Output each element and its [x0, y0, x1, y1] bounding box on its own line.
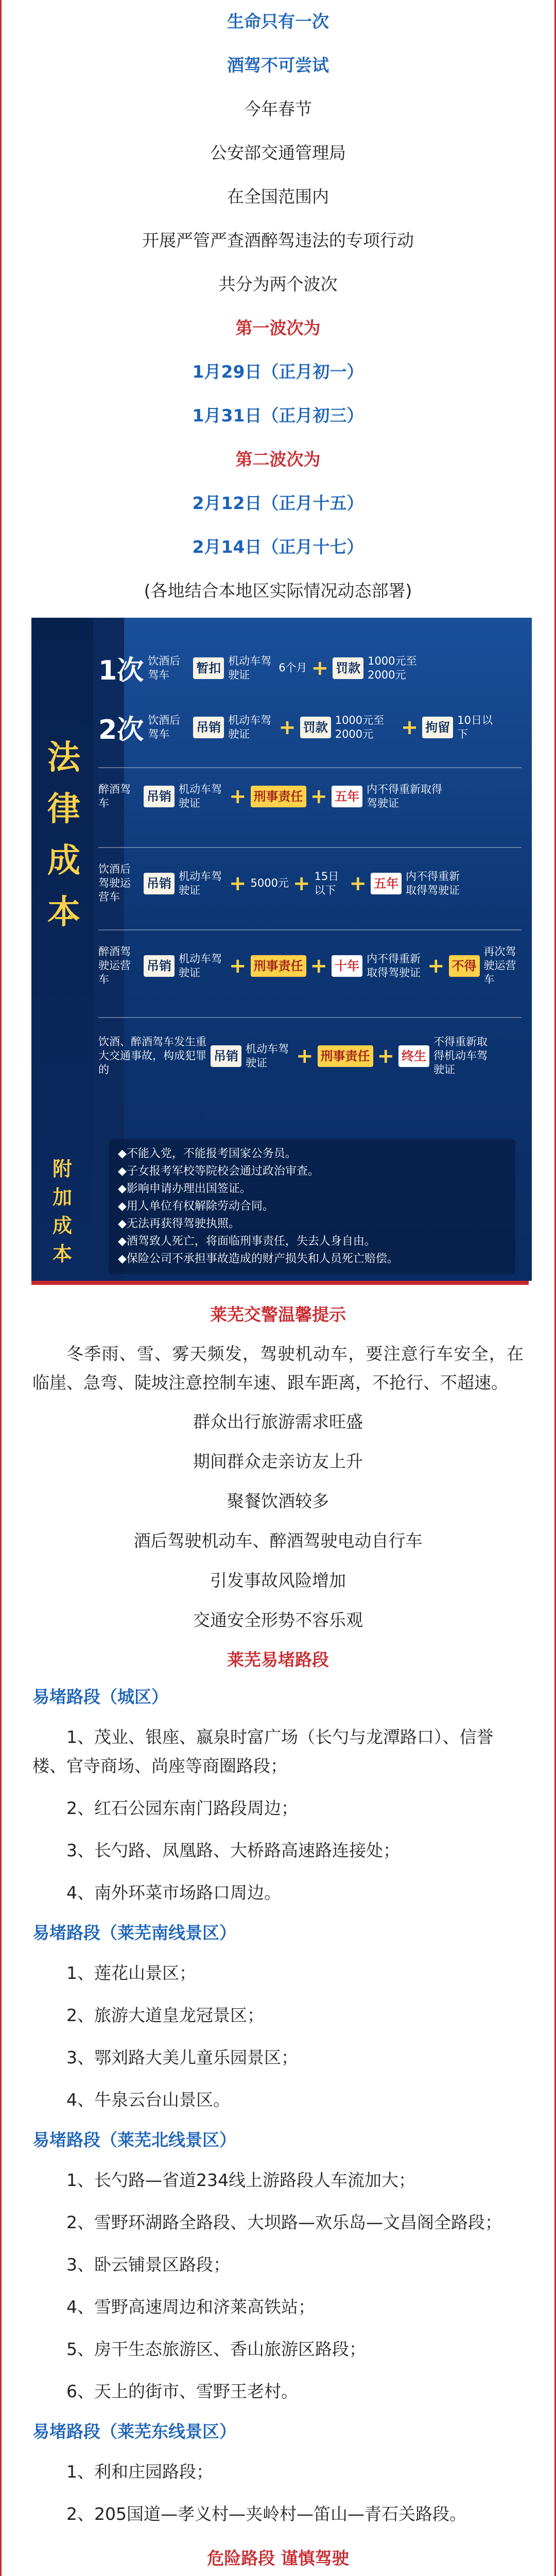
- tips-line: 交通安全形势不容乐观: [193, 1610, 363, 1630]
- additional-cost-item: ◆不能入党，不能报考国家公务员。: [118, 1147, 297, 1160]
- penalty-box: 吊销: [144, 873, 175, 894]
- side-char: 本: [47, 893, 80, 931]
- additional-cost-item: ◆用人单位有权解除劳动合同。: [118, 1200, 274, 1213]
- row-condition: 醉酒驾驶运营车: [98, 945, 131, 986]
- jam-item: 3、卧云铺景区路段；: [66, 2255, 230, 2275]
- jam-item: 2、旅游大道皇龙冠景区；: [66, 2005, 264, 2025]
- intro-line: 生命只有一次: [227, 11, 329, 31]
- penalty-row-4: 饮酒后驾驶运营车 吊销 机动车驾驶证 + 5000元 + 15日以下 + 五年 内不得重新取得驾驶证: [98, 862, 527, 904]
- intro-line: 共分为两个波次: [218, 274, 338, 294]
- penalty-box: 刑事责任: [318, 1045, 373, 1067]
- row-condition: 饮酒后驾车: [148, 714, 181, 740]
- penalty-box: 十年: [332, 955, 362, 977]
- penalty-text: 机动车驾驶证: [179, 783, 222, 809]
- tips-line: 酒后驾驶机动车、醉酒驾驶电动自行车: [133, 1531, 423, 1551]
- side-small-char: 加: [52, 1185, 72, 1209]
- jam-item: 3、鄂刘路大美儿童乐园景区；: [66, 2047, 298, 2067]
- side-small-char: 附: [52, 1157, 72, 1180]
- penalty-box: 吊销: [193, 717, 224, 738]
- row-condition: 醉酒驾车: [98, 783, 131, 809]
- penalty-row-1: 1次 饮酒后驾车 暂扣 机动车驾驶证 6个月 + 罚款 1000元至2000元: [98, 649, 527, 687]
- penalty-row-2: 2次 饮酒后驾车 吊销 机动车驾驶证 + 罚款 1000元至2000元 + 拘留 10日以下: [98, 708, 527, 747]
- intro-line: (各地结合本地区实际情况动态部署): [144, 581, 412, 601]
- row-condition: 饮酒、醉酒驾车发生重大交通事故，构成犯罪的: [98, 1036, 206, 1076]
- penalty-box: 罚款: [300, 717, 331, 738]
- intro-line: 第二波次为: [235, 449, 321, 469]
- penalty-text: 内不得重新取得驾驶证: [367, 783, 443, 809]
- jam-title: 莱芜易堵路段: [227, 1650, 329, 1670]
- side-char: 法: [47, 738, 80, 777]
- penalty-text: 机动车驾驶证: [228, 714, 272, 740]
- row-count: 2次: [98, 715, 144, 745]
- row-count: 1次: [98, 655, 144, 686]
- infographic-bottom-bar: [31, 1281, 529, 1285]
- jam-item: 1、茂业、银座、嬴泉时富广场（长勺与龙潭路口）、信誉楼、官寺商场、尚座等商圈路段；: [32, 1727, 494, 1776]
- penalty-box: 暂扣: [193, 657, 224, 679]
- penalty-text: 6个月: [279, 662, 307, 674]
- penalty-box: 五年: [332, 786, 362, 807]
- penalty-text: 不得重新取得机动车驾驶证: [433, 1036, 488, 1076]
- penalty-text: 再次驾驶运营车: [483, 945, 516, 986]
- tips-lines: [2, 1410, 554, 1633]
- danger-title: 危险路段 谨慎驾驶: [207, 2548, 349, 2568]
- side-small-char: 成: [52, 1214, 72, 1237]
- jam-item: 4、南外环菜市场路口周边。: [66, 1883, 281, 1903]
- additional-cost-item: ◆保险公司不承担事故造成的财产损失和人员死亡赔偿。: [118, 1252, 398, 1265]
- penalty-box: 不得: [449, 955, 480, 977]
- penalty-text: 内不得重新取得驾驶证: [367, 952, 421, 979]
- jam-item: 1、利和庄园路段；: [66, 2462, 213, 2482]
- jam-group-heading: 易堵路段（莱芜北线景区）: [32, 2130, 236, 2150]
- jam-item: 4、牛泉云台山景区。: [66, 2090, 230, 2110]
- penalty-text: 10日以下: [457, 714, 493, 740]
- jam-item: 1、长勺路—省道234线上游路段人车流加大；: [66, 2170, 415, 2190]
- jam-item: 1、莲花山景区；: [66, 1963, 196, 1983]
- jam-item: 2、红石公园东南门路段周边；: [66, 1798, 298, 1818]
- tips-title: 莱芜交警温馨提示: [210, 1304, 346, 1325]
- additional-cost-item: ◆子女报考军校等院校会通过政治审查。: [118, 1165, 319, 1178]
- side-char: 成: [47, 841, 80, 880]
- jam-group-heading: 易堵路段（莱芜南线景区）: [32, 1923, 236, 1943]
- additional-cost-list: [109, 1139, 515, 1274]
- side-small-char: 本: [52, 1242, 72, 1265]
- penalty-box: 刑事责任: [251, 786, 306, 807]
- jam-group-heading: 易堵路段（莱芜东线景区）: [32, 2421, 236, 2442]
- penalty-text: 15日以下: [314, 870, 339, 896]
- intro-line: 2月12日（正月十五）: [192, 493, 364, 513]
- tips-line: 引发事故风险增加: [210, 1570, 346, 1590]
- tips-line: 群众出行旅游需求旺盛: [193, 1412, 363, 1432]
- intro-section: [2, 9, 554, 603]
- tips-line: 期间群众走亲访友上升: [193, 1451, 363, 1471]
- additional-cost-item: ◆酒驾致人死亡，将面临刑事责任，失去人身自由。: [118, 1235, 376, 1248]
- penalty-text: 内不得重新取得驾驶证: [406, 870, 460, 896]
- penalty-text: 1000元至2000元: [368, 654, 417, 681]
- penalty-text: 机动车驾驶证: [246, 1042, 289, 1069]
- jam-item: 2、雪野环湖路全路段、大坝路—欢乐岛—文昌阁全路段；: [66, 2212, 502, 2232]
- penalty-text: 1000元至2000元: [335, 714, 385, 740]
- intro-line: 1月31日（正月初三）: [192, 405, 364, 426]
- penalty-box: 拘留: [422, 717, 453, 738]
- penalty-box: 罚款: [333, 657, 363, 679]
- intro-line: 2月14日（正月十七）: [192, 537, 364, 557]
- jam-item: 4、雪野高速周边和济莱高铁站；: [66, 2297, 315, 2317]
- tips-line: 聚餐饮酒较多: [227, 1491, 329, 1511]
- penalty-text: 机动车驾驶证: [179, 952, 222, 979]
- intro-line: 1月29日（正月初一）: [192, 362, 364, 382]
- intro-line: 在全国范围内: [227, 187, 329, 207]
- penalty-box: 吊销: [144, 955, 175, 977]
- jam-item: 3、长勺路、凤凰路、大桥路高速路连接处；: [66, 1840, 400, 1860]
- penalty-box: 终生: [398, 1045, 429, 1067]
- drunk-driving-infographic: [31, 618, 532, 1281]
- additional-cost-item: ◆无法再获得驾驶执照。: [118, 1217, 240, 1230]
- jam-group-heading: 易堵路段（城区）: [32, 1687, 168, 1707]
- penalty-box: 五年: [371, 873, 402, 894]
- side-char: 律: [47, 790, 80, 828]
- intro-line: 今年春节: [244, 99, 312, 119]
- jam-item: 5、房干生态旅游区、香山旅游区路段；: [66, 2339, 366, 2359]
- row-condition: 饮酒后驾驶运营车: [98, 863, 131, 903]
- penalty-text: 机动车驾驶证: [228, 654, 272, 681]
- penalty-text: 5000元: [250, 877, 289, 889]
- row-condition: 饮酒后驾车: [148, 654, 181, 681]
- penalty-box: 刑事责任: [251, 955, 306, 977]
- penalty-row-5: 醉酒驾驶运营车 吊销 机动车驾驶证 + 刑事责任 + 十年 内不得重新取得驾驶证 + 不得 再次驾驶运营车: [98, 945, 527, 987]
- intro-line: 第一波次为: [235, 318, 321, 338]
- penalty-box: 吊销: [211, 1045, 241, 1067]
- intro-line: 公安部交通管理局: [210, 143, 346, 163]
- jam-item: 2、205国道—孝义村—夹岭村—笛山—青石关路段。: [66, 2504, 466, 2524]
- tips-paragraph: 冬季雨、雪、雾天频发，驾驶机动车，要注意行车安全，在临崖、急弯、陡坡注意控制车速、跟车距离，不抢行、不超速。: [32, 1344, 524, 1393]
- penalty-row-3: 醉酒驾车 吊销 机动车驾驶证 + 刑事责任 + 五年 内不得重新取得驾驶证: [98, 783, 527, 810]
- jam-item: 6、天上的街市、雪野王老村。: [66, 2381, 298, 2401]
- jam-groups: [2, 1685, 554, 2529]
- additional-cost-item: ◆影响申请办理出国签证。: [118, 1182, 251, 1195]
- penalty-box: 吊销: [144, 786, 175, 807]
- penalty-row-6: 饮酒、醉酒驾车发生重大交通事故，构成犯罪的 吊销 机动车驾驶证 + 刑事责任 + 终生 不得重新取得机动车驾驶证: [98, 1035, 527, 1077]
- intro-line: 开展严管严查酒醉驾违法的专项行动: [142, 230, 414, 250]
- intro-line: 酒驾不可尝试: [227, 55, 329, 75]
- penalty-text: 机动车驾驶证: [179, 870, 222, 896]
